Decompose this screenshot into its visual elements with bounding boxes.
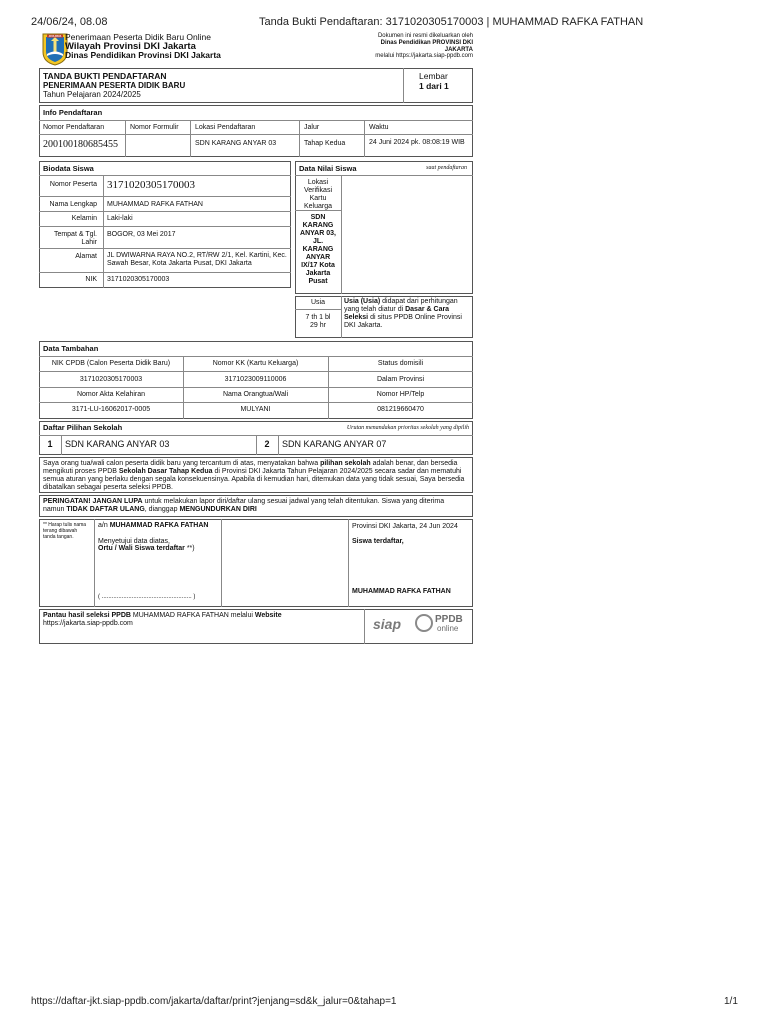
ttd-siswa: Siswa terdaftar,: [352, 538, 404, 545]
usia-value: 7 th 1 bl 29 hr: [305, 314, 331, 330]
nilai-lokasi-value: SDN KARANG ANYAR 03, JL. KARANG ANYAR IX/17 Kota Jakarta Pusat: [300, 214, 336, 286]
bio-v-peserta: 3171020305170003: [107, 179, 195, 191]
info-h-formulir: Nomor Formulir: [130, 124, 179, 131]
pilihan-num-1: 1: [47, 439, 53, 449]
header-right-3: JAKARTA: [444, 47, 473, 53]
ttd-an: a/n MUHAMMAD RAFKA FATHAN: [98, 522, 209, 529]
tambahan-v2: 3171023009110006: [224, 376, 287, 383]
tambahan-v1: 3171020305170003: [79, 376, 143, 383]
pilihan-school-2: SDN KARANG ANYAR 07: [282, 439, 387, 449]
logo-text: JAYA RAYA: [48, 35, 62, 38]
tambahan-title: Data Tambahan: [43, 344, 99, 353]
header-line-2: Wilayah Provinsi DKI Jakarta: [65, 41, 196, 52]
bio-v-kelamin: Laki-laki: [107, 215, 133, 222]
ttd-ortu: Ortu / Wali Siswa terdaftar **): [98, 545, 195, 552]
pilihan-school-1: SDN KARANG ANYAR 03: [65, 439, 170, 449]
info-h-lokasi: Lokasi Pendaftaran: [195, 124, 256, 131]
tambahan-h4: Nomor Akta Kelahiran: [76, 391, 146, 398]
info-v-waktu: 24 Juni 2024 pk. 08:08:19 WIB: [369, 139, 465, 146]
tambahan-h3: Status domisili: [377, 360, 424, 367]
bio-v-nik: 3171020305170003: [107, 276, 170, 283]
tambahan-v5: MULYANI: [240, 406, 271, 413]
doc-year: Tahun Pelajaran 2024/2025: [43, 90, 141, 99]
print-datetime: 24/06/24, 08.08: [31, 16, 108, 28]
ttd-note: ** Harap tulis nama terang dibawah tanda tangan.: [43, 522, 87, 540]
siap-logo-icon: siap: [373, 616, 402, 632]
ttd-dots: ( ...................................................... ): [98, 594, 196, 600]
pernyataan-text: Saya orang tua/wali calon peserta didik baru yang tercantum di atas, menyatakan bahwa pilihan sekolah adalah benar, dan bersedia mengikuti proses PPDB Sekolah Dasar Tahap Kedua di Provinsi DKI Jakarta Tahun Pelajaran 2024/2025 secara sadar dan mematuhi semua aturan yang berlaku dengan segala konsekuensinya. Apabila di kemudian hari, ditemukan data yang tidak sesuai, Saya bersedia dibatalkan sebagai peserta seleksi PPDB.: [43, 460, 465, 492]
ppdb-logo-icon: [415, 614, 433, 632]
pantau-url[interactable]: https://jakarta.siap-ppdb.com: [43, 620, 133, 627]
tambahan-h5: Nama Orangtua/Wali: [222, 391, 289, 398]
usia-description: Usia (Usia) didapat dari perhitungan yang telah diatur di Dasar & Cara Seleksi di situs PPDB Online Provinsi DKI Jakarta.: [344, 298, 462, 330]
nilai-title: Data Nilai Siswa: [299, 164, 357, 173]
tambahan-h1: NIK CPDB (Calon Peserta Didik Baru): [51, 360, 171, 367]
header-right-4: melalui https://jakarta.siap-ppdb.com: [375, 53, 473, 59]
header-right-2: Dinas Pendidikan PROVINSI DKI: [380, 40, 473, 46]
info-h-nomor: Nomor Pendaftaran: [43, 124, 105, 131]
doc-title: TANDA BUKTI PENDAFTARAN: [43, 71, 167, 81]
nilai-lokasi-label: Lokasi Verifikasi Kartu Keluarga: [303, 179, 333, 211]
sheet-value: 1 dari 1: [419, 81, 449, 91]
info-v-jalur: Tahap Kedua: [304, 140, 346, 147]
biodata-title: Biodata Siswa: [43, 164, 94, 173]
ttd-menyetujui: Menyetujui data diatas,: [98, 538, 170, 545]
doc-subtitle: PENERIMAAN PESERTA DIDIK BARU: [43, 81, 186, 90]
bio-l-nik: NIK: [85, 276, 97, 283]
print-page-count: 1/1: [724, 996, 738, 1007]
pilihan-num-2: 2: [264, 439, 270, 449]
header-line-3: Dinas Pendidikan Provinsi DKI Jakarta: [65, 50, 221, 60]
ttd-siswa-name: MUHAMMAD RAFKA FATHAN: [352, 588, 451, 595]
bio-v-nama: MUHAMMAD RAFKA FATHAN: [107, 201, 203, 208]
header-line-1: Penerimaan Peserta Didik Baru Online: [65, 32, 211, 42]
header-right-1: Dokumen ini resmi dikeluarkan oleh: [377, 33, 473, 39]
bio-l-ttl-1: Tempat & Tgl.: [53, 231, 97, 238]
bio-l-ttl-2: Lahir: [81, 239, 97, 246]
sheet-label: Lembar: [419, 71, 448, 81]
tambahan-v3: Dalam Provinsi: [376, 376, 425, 383]
info-v-lokasi: SDN KARANG ANYAR 03: [195, 140, 277, 147]
print-page-title: Tanda Bukti Pendaftaran: 3171020305170003 | MUHAMMAD RAFKA FATHAN: [259, 16, 644, 28]
bio-l-nama: Nama Lengkap: [49, 201, 97, 208]
usia-label: Usia: [310, 299, 325, 306]
nilai-note: saat pendaftaran: [426, 165, 467, 171]
bio-l-alamat: Alamat: [75, 253, 97, 260]
tambahan-h2: Nomor KK (Kartu Keluarga): [212, 360, 299, 367]
pilihan-note: Urutan menandakan prioritas sekolah yang dipilih: [346, 425, 469, 431]
pilihan-title: Daftar Pilihan Sekolah: [43, 423, 123, 432]
bio-l-peserta: Nomor Peserta: [49, 181, 97, 188]
info-h-jalur: Jalur: [304, 124, 320, 131]
ttd-place-date: Provinsi DKI Jakarta, 24 Jun 2024: [352, 523, 458, 530]
tambahan-v4: 3171-LU-16062017-0005: [71, 406, 151, 413]
ppdb-logo-text: PPDB: [435, 614, 463, 625]
info-h-waktu: Waktu: [369, 124, 389, 131]
bio-l-kelamin: Kelamin: [71, 215, 97, 222]
bio-v-alamat: JL DWIWARNA RAYA NO.2, RT/RW 2/1, Kel. Kartini, Kec. Sawah Besar, Kota Jakarta Pusat, DKI Jakarta: [107, 252, 287, 268]
pantau-text: Pantau hasil seleksi PPDB MUHAMMAD RAFKA FATHAN melalui Website: [43, 612, 282, 619]
bio-v-ttl: BOGOR, 03 Mei 2017: [107, 231, 176, 238]
tambahan-h6: Nomor HP/Telp: [376, 391, 425, 398]
print-url[interactable]: https://daftar-jkt.siap-ppdb.com/jakarta/daftar/print?jenjang=sd&k_jalur=0&tahap=1: [31, 996, 397, 1007]
peringatan-text: PERINGATAN! JANGAN LUPA untuk melakukan lapor diri/daftar ulang sesuai jadwal yang telah ditentukan. Siswa yang diterima namun TIDAK DAFTAR ULANG, dianggap MENGUNDURKAN DIRI: [43, 498, 445, 514]
info-v-nomor: 2001001806854​55: [43, 139, 118, 150]
info-title: Info Pendaftaran: [43, 108, 103, 117]
tambahan-v6: 081219660470: [377, 406, 424, 413]
ppdb-logo-online: online: [437, 624, 459, 633]
